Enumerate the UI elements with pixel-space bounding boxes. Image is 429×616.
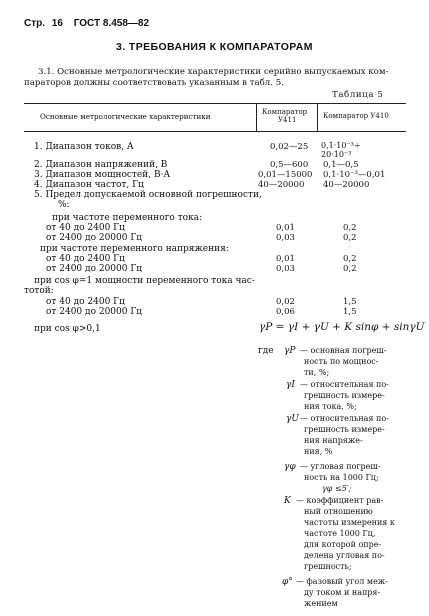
row-1-u411: 0,02—25: [270, 142, 309, 152]
sub1-b-label: от 2400 до 20000 Гц: [46, 233, 143, 243]
sub2-b-u410: 0,2: [343, 264, 357, 274]
sub3-a-u410: 1,5: [343, 297, 357, 307]
row-2-label: 2. Диапазон напряжений, В: [34, 160, 168, 170]
legend-phi-l3: жением: [304, 599, 338, 608]
col-header-characteristics: Основные метрологические характеристики: [40, 112, 211, 121]
sub3-b-u411: 0,06: [276, 307, 295, 317]
sub2-label: при частоте переменного напряжения:: [40, 244, 229, 254]
legend-k-l3: частоты измерения к: [304, 518, 395, 527]
col-header-u411-l2: У411: [278, 116, 297, 124]
sub1-a-u411: 0,01: [276, 223, 295, 233]
legend-k-l7: грешность;: [304, 562, 352, 571]
sub4-label: при cos φ>0,1: [34, 324, 101, 334]
legend-phi-symbol: φ°: [282, 577, 293, 587]
row-2-u411: 0,5—600: [270, 160, 309, 170]
row-3-u411: 0,01—15000: [258, 170, 313, 180]
legend-gi-symbol: γI: [286, 380, 295, 390]
sub3-label-l2: тотой:: [24, 286, 54, 296]
sub3-a-u411: 0,02: [276, 297, 295, 307]
row-1-u410-l2: 20·10⁻³: [321, 150, 352, 159]
col-header-u411-l1: Компаратор: [262, 108, 308, 116]
legend-gi-l3: ния тока, %;: [304, 402, 357, 411]
legend-gu-l2: грешность измере-: [304, 425, 385, 434]
legend-where: где: [258, 346, 274, 356]
row-3-u410: 0,1·10⁻³—0,01: [323, 170, 386, 180]
legend-gu-l3: ния напряже-: [304, 436, 363, 445]
legend-gphi-l3: γφ ≤5′;: [322, 484, 352, 493]
legend-k-l1: — коэффициент рав-: [296, 496, 384, 505]
sub2-a-label: от 40 до 2400 Гц: [46, 254, 125, 264]
page-number: 16: [51, 18, 63, 29]
legend-gp-l2: ность по мощнос-: [304, 357, 379, 366]
legend-k-symbol: K: [284, 496, 291, 506]
row-1-u410-l1: 0,1·10⁻³÷: [321, 141, 361, 150]
legend-k-l4: частоте 1000 Гц,: [304, 529, 376, 538]
row-4-u410: 40—20000: [323, 180, 370, 190]
legend-gu-l4: ния, %: [304, 447, 333, 456]
legend-phi-l2: ду током и напря-: [304, 588, 381, 597]
row-4-label: 4. Диапазон частот, Гц: [34, 180, 144, 190]
legend-gu-symbol: γU: [286, 414, 299, 424]
sub1-a-u410: 0,2: [343, 223, 357, 233]
sub2-a-u411: 0,01: [276, 254, 295, 264]
sub2-b-label: от 2400 до 20000 Гц: [46, 264, 143, 274]
legend-gphi-symbol: γφ: [284, 462, 296, 472]
sub1-a-label: от 40 до 2400 Гц: [46, 223, 125, 233]
row-5-label-l1: 5. Предел допускаемой основной погрешности,: [34, 190, 262, 200]
row-2-u410: 0,1—0,5: [323, 160, 359, 170]
intro-line-1: 3.1. Основные метрологические характеристики серийно выпускаемых ком-: [38, 67, 389, 77]
sub2-a-u410: 0,2: [343, 254, 357, 264]
sub1-b-u410: 0,2: [343, 233, 357, 243]
error-formula: γP = γI + γU + K sinφ + sinγU: [259, 321, 425, 333]
row-4-u411: 40—20000: [258, 180, 305, 190]
intro-line-2: параторов должны соответствовать указанным в табл. 5.: [24, 78, 284, 88]
legend-gp-l1: — основная погреш-: [300, 346, 387, 355]
table-top-rule: [24, 103, 406, 104]
page-header: [24, 18, 149, 29]
section-title: 3. ТРЕБОВАНИЯ К КОМПАРАТОРАМ: [116, 41, 313, 53]
legend-gphi-l1: — угловая погреш-: [300, 462, 381, 471]
legend-phi-l1: — фазовый угол меж-: [296, 577, 388, 586]
page-label: Стр.: [24, 18, 46, 29]
row-5-label-l2: %:: [58, 200, 70, 210]
legend-k-l2: ный отношению: [304, 507, 373, 516]
legend-k-l6: делена угловая по-: [304, 551, 385, 560]
col-header-u410: Компаратор У410: [323, 112, 389, 120]
table-col-divider-2: [317, 103, 318, 131]
row-3-label: 3. Диапазон мощностей, В·А: [34, 170, 171, 180]
table-col-divider-1: [256, 103, 257, 131]
legend-k-l5: для которой опре-: [304, 540, 382, 549]
standard-number: ГОСТ 8.458—82: [73, 18, 150, 29]
sub2-b-u411: 0,03: [276, 264, 295, 274]
legend-gphi-l2: ность на 1000 Гц;: [304, 473, 379, 482]
sub1-b-u411: 0,03: [276, 233, 295, 243]
row-1-label: 1. Диапазон токов, А: [34, 142, 134, 152]
legend-gu-l1: — относительная по-: [300, 414, 389, 423]
legend-gi-l1: — относительная по-: [300, 380, 389, 389]
table-head-rule: [24, 131, 406, 132]
sub3-b-u410: 1,5: [343, 307, 357, 317]
sub3-b-label: от 2400 до 20000 Гц: [46, 307, 143, 317]
legend-gp-l3: ти, %;: [304, 368, 330, 377]
sub3-a-label: от 40 до 2400 Гц: [46, 297, 125, 307]
legend-gi-l2: грешность измере-: [304, 391, 385, 400]
sub3-label-l1: при cos φ=1 мощности переменного тока час-: [34, 276, 255, 286]
legend-gp-symbol: γP: [284, 346, 296, 356]
table-caption: Таблица 5: [332, 90, 384, 100]
sub1-label: при частоте переменного тока:: [52, 213, 203, 223]
